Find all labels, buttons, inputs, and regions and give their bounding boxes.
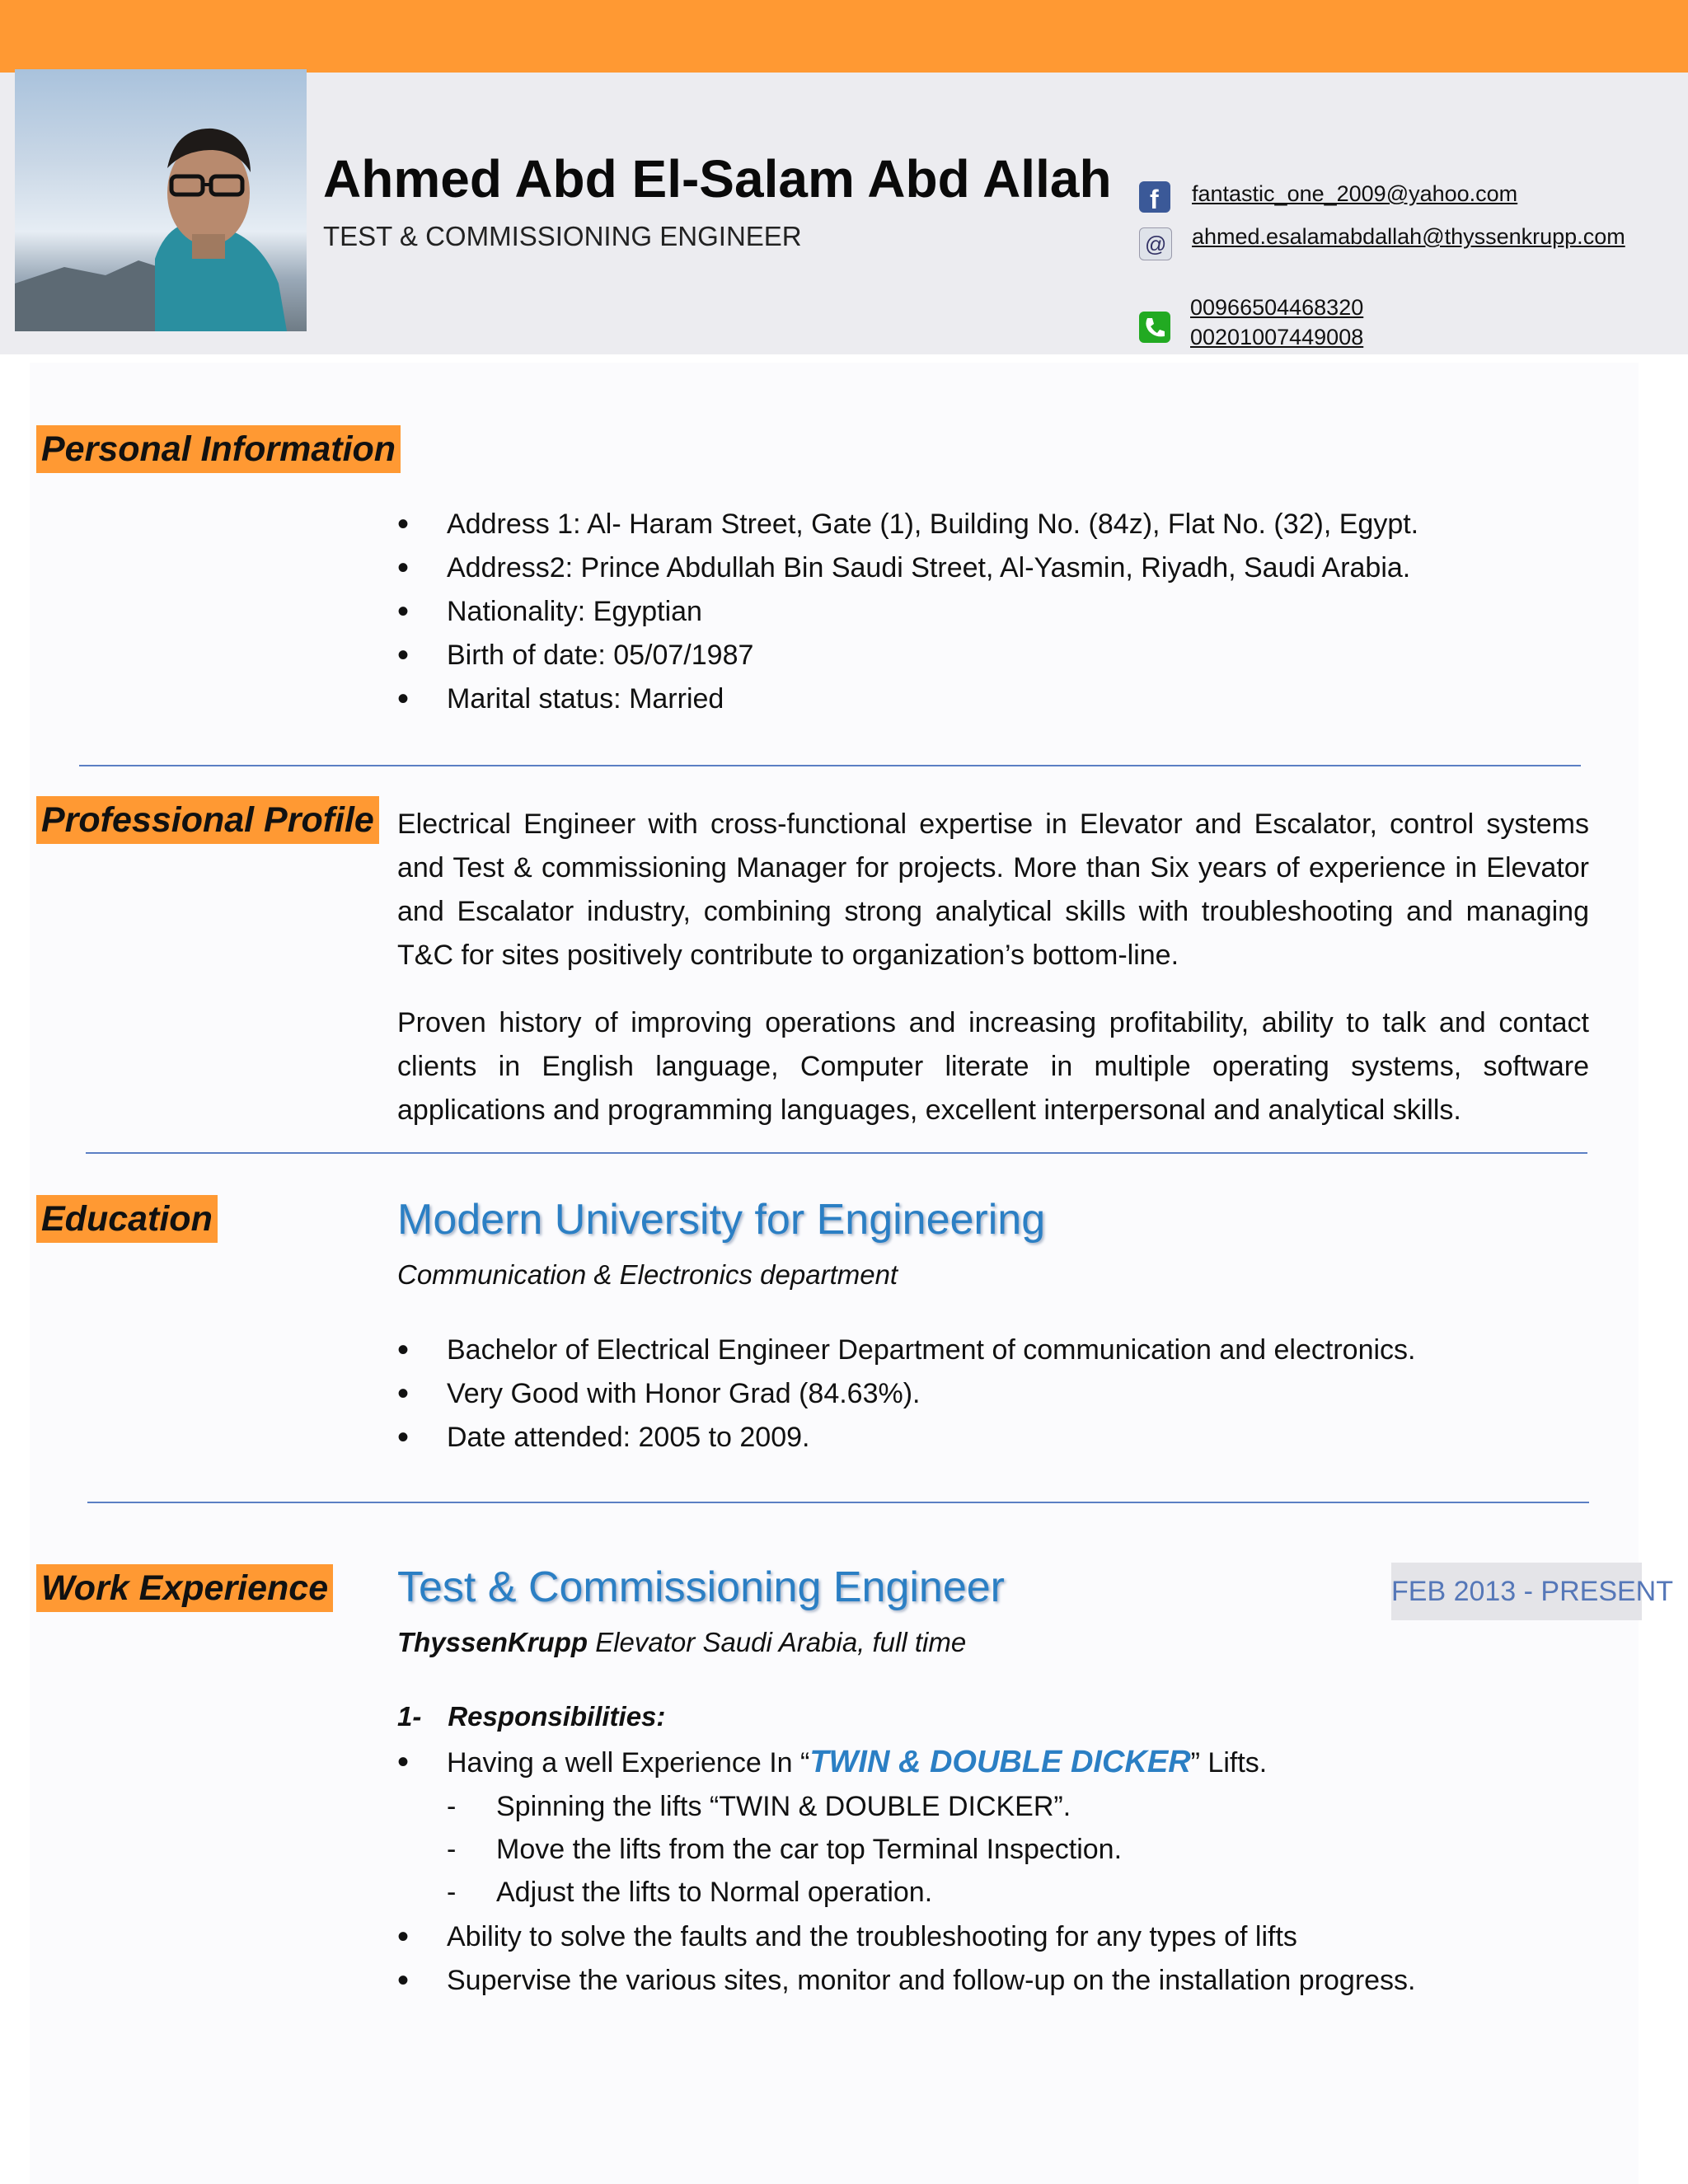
list-item: • Address 1: Al- Haram Street, Gate (1), Building No. (84z), Flat No. (32), Egypt. [397,503,1418,546]
list-item: • Marital status: Married [397,677,1418,721]
education-list [397,1329,1415,1460]
candidate-title: TEST & COMMISSIONING ENGINEER [323,221,802,251]
divider [79,765,1581,766]
list-item: • Ability to solve the faults and the troubleshooting for any types of lifts [397,1915,1416,1959]
position-title: Test & Commissioning Engineer [397,1563,1005,1611]
email-link[interactable]: ahmed.esalamabdallah@thyssenkrupp.com [1192,224,1625,249]
personal-information-list [397,503,1418,721]
svg-text:f: f [1150,185,1159,213]
email-icon [1139,227,1172,260]
responsibilities-label: Responsibilities: [448,1701,666,1732]
company-details: Elevator Saudi Arabia, full time [588,1627,967,1657]
company-name: ThyssenKrupp [397,1627,588,1657]
professional-profile-label: Professional Profile [36,796,379,844]
list-item: • Nationality: Egyptian [397,590,1418,634]
responsibilities-number: 1- [397,1701,422,1732]
work-list-2 [397,1915,1416,2003]
responsibilities-heading [397,1701,665,1732]
list-item: • Date attended: 2005 to 2009. [397,1416,1415,1460]
divider [87,1502,1589,1503]
university-name: Modern University for Engineering [397,1196,1046,1244]
profile-paragraph-1: Electrical Engineer with cross-functional expertise in Elevator and Escalator, control systems and Test & commissioning Manager for projects. More than Six years of experience in Elevator and Escalator industry, combining strong analytical skills with troubleshooting and managing T&C for sites positively contribute to organization’s bottom-line. [397,808,1589,971]
divider [86,1152,1587,1154]
candidate-name: Ahmed Abd El-Salam Abd Allah [323,149,1112,209]
education-label: Education [36,1195,218,1243]
personal-information-label: Personal Information [36,425,401,473]
phone-1[interactable]: 00966504468320 [1190,295,1364,320]
facebook-link[interactable]: fantastic_one_2009@yahoo.com [1192,181,1518,206]
list-item: - Spinning the lifts “TWIN & DOUBLE DICKER”. [447,1785,1122,1828]
facebook-icon [1139,181,1170,213]
list-item: • Very Good with Honor Grad (84.63%). [397,1372,1415,1416]
work-experience-label: Work Experience [36,1564,333,1612]
work-sub-list [447,1785,1122,1914]
phone-icon [1139,312,1170,343]
list-item: • Bachelor of Electrical Engineer Department of communication and electronics. [397,1329,1415,1372]
list-item: - Move the lifts from the car top Terminal Inspection. [447,1828,1122,1871]
profile-photo [15,69,307,331]
phone-2[interactable]: 00201007449008 [1190,325,1364,349]
list-item: • Supervise the various sites, monitor and follow-up on the installation progress. [397,1959,1416,2003]
list-item: • Birth of date: 05/07/1987 [397,634,1418,677]
company-line [397,1627,966,1658]
top-accent-bar [0,0,1688,73]
list-item: - Adjust the lifts to Normal operation. [447,1871,1122,1914]
list-item: • Having a well Experience In “TWIN & DOUBLE DICKER” Lifts. [397,1741,1267,1785]
department: Communication & Electronics department [397,1259,898,1290]
list-item: • Address2: Prince Abdullah Bin Saudi Street, Al-Yasmin, Riyadh, Saudi Arabia. [397,546,1418,590]
employment-dates: FEB 2013 - PRESENT [1391,1563,1642,1620]
twin-highlight: TWIN & DOUBLE DICKER [809,1745,1191,1779]
work-list-1 [397,1741,1267,1785]
svg-text:@: @ [1145,232,1167,256]
profile-paragraph-2: Proven history of improving operations and increasing profitability, ability to talk and contact clients in English language, Computer literate in multiple operating systems, software applications and programming languages, excellent interpersonal and analytical skills. [397,1007,1589,1126]
